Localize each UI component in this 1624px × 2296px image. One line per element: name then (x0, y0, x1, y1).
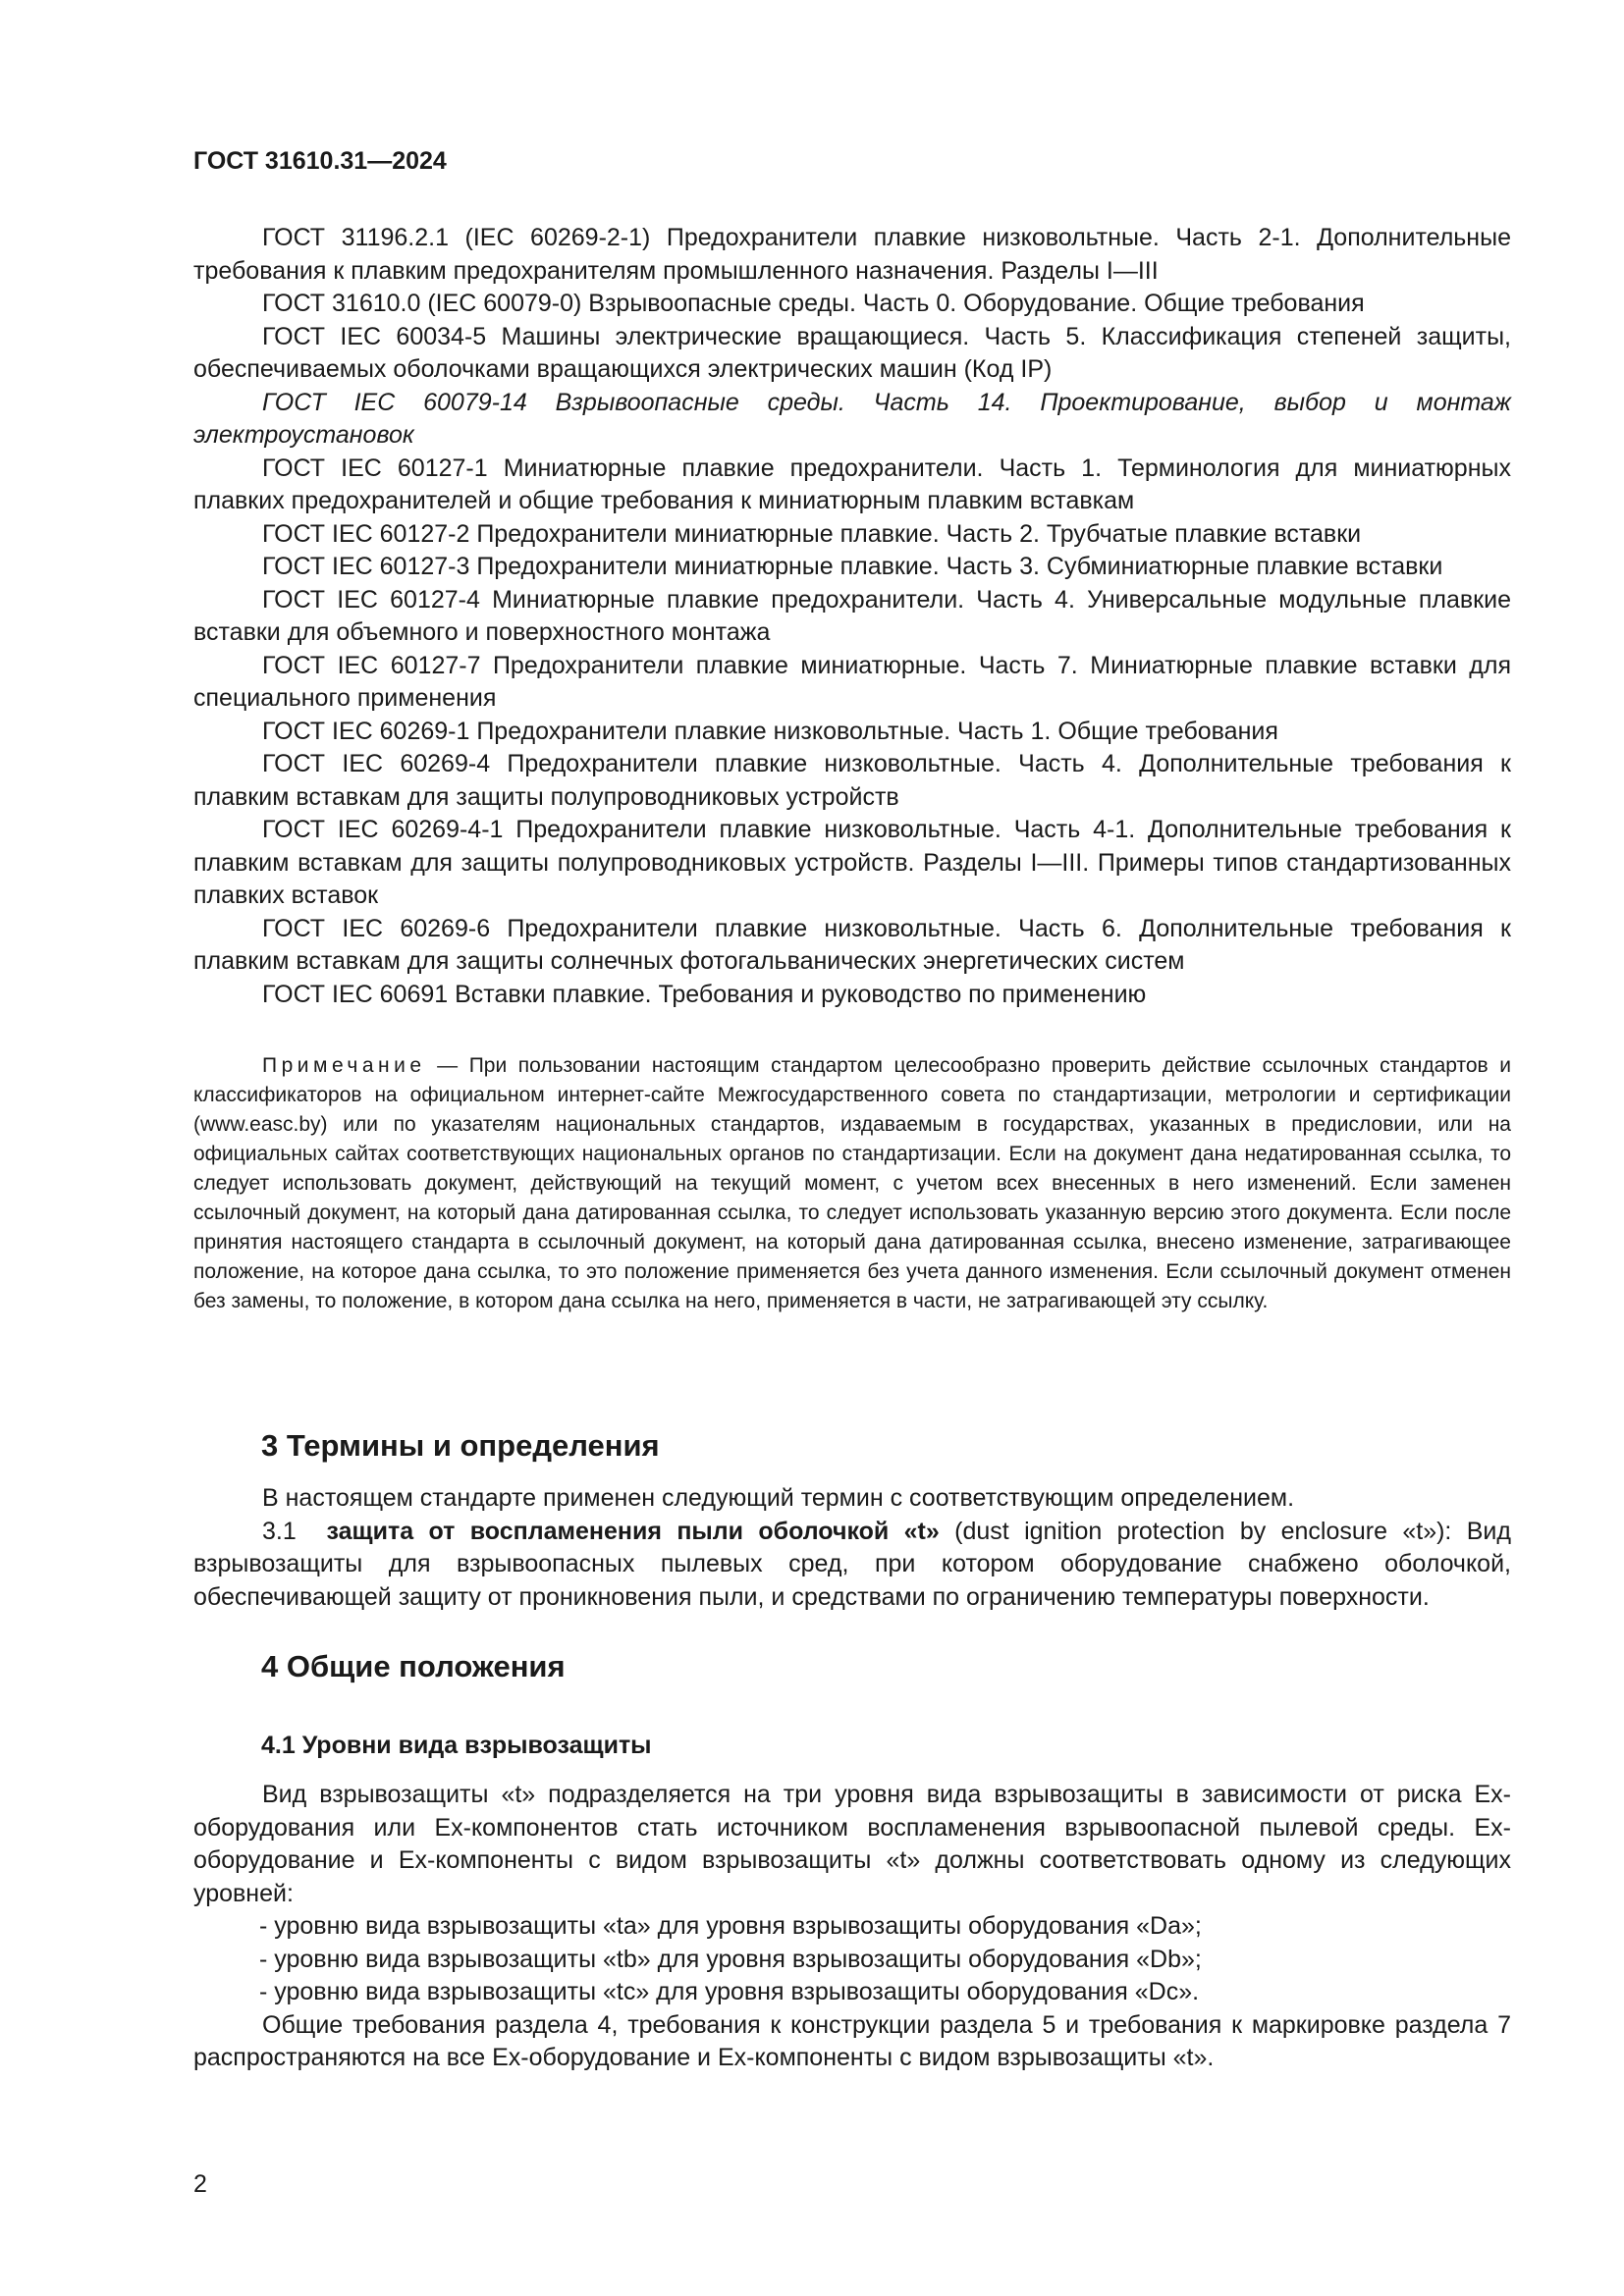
reference-item: ГОСТ IEC 60691 Вставки плавкие. Требования и руководство по применению (262, 980, 1147, 1008)
subsection-4-1-title: 4.1 Уровни вида взрывозащиты (261, 1732, 652, 1759)
term-definition (193, 1516, 1511, 1615)
reference-item: ГОСТ IEC 60269-4-1 Предохранители плавкие низковольтные. Часть 4-1. Дополнительные требования к плавким вставкам для защиты полупроводниковых устройств. Разделы I—III. Примеры типов стандартизованных плавких вставок (193, 816, 1511, 909)
reference-item: ГОСТ IEC 60034-5 Машины электрические вращающиеся. Часть 5. Классификация степеней защиты, обеспечиваемых оболочками вращающихся электрических машин (Код IP) (193, 322, 1511, 383)
reference-item: ГОСТ 31196.2.1 (IEC 60269-2-1) Предохранители плавкие низковольтные. Часть 2-1. Дополнительные требования к плавким предохранителям промышленного назначения. Разделы I—III (193, 224, 1511, 285)
term-number: 3.1 (262, 1517, 297, 1545)
reference-item: ГОСТ IEC 60127-1 Миниатюрные плавкие предохранители. Часть 1. Терминология для миниатюрных плавких предохранителей и общие требования к миниатюрным плавким вставкам (193, 454, 1511, 514)
page-number: 2 (193, 2170, 207, 2198)
reference-item: ГОСТ IEC 60269-4 Предохранители плавкие низковольтные. Часть 4. Дополнительные требования к плавким вставкам для защиты полупроводниковых устройств (193, 750, 1511, 811)
list-item: - уровню вида взрывозащиты «tc» для уровня взрывозащиты оборудования «Dc». (259, 1978, 1200, 2005)
term-name: защита от воспламенения пыли оболочкой «t» (326, 1517, 940, 1545)
section-3-title: 3 Термины и определения (261, 1428, 660, 1463)
note-label: Примечание (262, 1054, 426, 1077)
section-4-title: 4 Общие положения (261, 1649, 566, 1683)
section-3-intro: В настоящем стандарте применен следующий термин с соответствующим определением. (262, 1484, 1295, 1512)
section-4-body (193, 1779, 1511, 2075)
section-4-para: Общие требования раздела 4, требования к конструкции раздела 5 и требования к маркировке раздела 7 распространяются на все Ex-оборудование и Ex-компоненты с видом взрывозащиты «t». (193, 2010, 1511, 2071)
reference-item: ГОСТ IEC 60127-4 Миниатюрные плавкие предохранители. Часть 4. Универсальные модульные плавкие вставки для объемного и поверхностного монтажа (193, 585, 1511, 646)
section-4-para: Вид взрывозащиты «t» подразделяется на три уровня вида взрывозащиты в зависимости от риска Ex-оборудования или Ex-компонентов стать источником воспламенения взрывоопасной пылевой среды. Ex-оборудование и Ex-компоненты с видом взрывозащиты «t» должны соответствовать одному из следующих уровней: (193, 1781, 1511, 1907)
reference-item: ГОСТ IEC 60079-14 Взрывоопасные среды. Часть 14. Проектирование, выбор и монтаж электроустановок (193, 388, 1511, 449)
reference-item: ГОСТ IEC 60127-3 Предохранители миниатюрные плавкие. Часть 3. Субминиатюрные плавкие вставки (262, 553, 1443, 580)
section-3-body (193, 1482, 1511, 1614)
normative-references (193, 222, 1511, 1011)
reference-item: ГОСТ IEC 60269-6 Предохранители плавкие низковольтные. Часть 6. Дополнительные требования к плавким вставкам для защиты солнечных фотогальванических энергетических систем (193, 914, 1511, 975)
list-item: - уровню вида взрывозащиты «tb» для уровня взрывозащиты оборудования «Db»; (259, 1945, 1202, 1973)
note-text: — При пользовании настоящим стандартом целесообразно проверить действие ссылочных стандартов и классификаторов на официальном интернет-сайте Межгосударственного совета по стандартизации, метрологии и сертификации (www.easc.by) или по указателям национальных стандартов, издаваемым в государствах, указанных в предисловии, или на официальных сайтах соответствующих национальных органов по стандартизации. Если на документ дана недатированная ссылка, то следует использовать документ, действующий на текущий момент, с учетом всех внесенных в него изменений. Если заменен ссылочный документ, на который дана датированная ссылка, то следует использовать указанную версию этого документа. Если после принятия настоящего стандарта в ссылочный документ, на который дана датированная ссылка, внесено изменение, затрагивающее положение, на которое дана ссылка, то это положение применяется без учета данного изменения. Если ссылочный документ отменен без замены, то положение, в котором дана ссылка на него, применяется в части, не затрагивающей эту ссылку. (193, 1054, 1511, 1312)
reference-item: ГОСТ IEC 60127-7 Предохранители плавкие миниатюрные. Часть 7. Миниатюрные плавкие вставки для специального применения (193, 651, 1511, 712)
note-block (193, 1051, 1511, 1316)
list-item: - уровню вида взрывозащиты «ta» для уровня взрывозащиты оборудования «Da»; (259, 1912, 1202, 1940)
reference-item: ГОСТ IEC 60269-1 Предохранители плавкие низковольтные. Часть 1. Общие требования (262, 717, 1278, 745)
reference-item: ГОСТ IEC 60127-2 Предохранители миниатюрные плавкие. Часть 2. Трубчатые плавкие вставки (262, 519, 1362, 548)
document-header: ГОСТ 31610.31—2024 (193, 147, 447, 175)
term-text: (dust ignition protection by enclosure «t»): Вид взрывозащиты для взрывоопасных пылевых сред, при котором оборудование снабжено оболочкой, обеспечивающей защиту от проникновения пыли, и средствами по ограничению температуры поверхности. (193, 1517, 1511, 1611)
reference-item: ГОСТ 31610.0 (IEC 60079-0) Взрывоопасные среды. Часть 0. Оборудование. Общие требования (262, 290, 1365, 317)
